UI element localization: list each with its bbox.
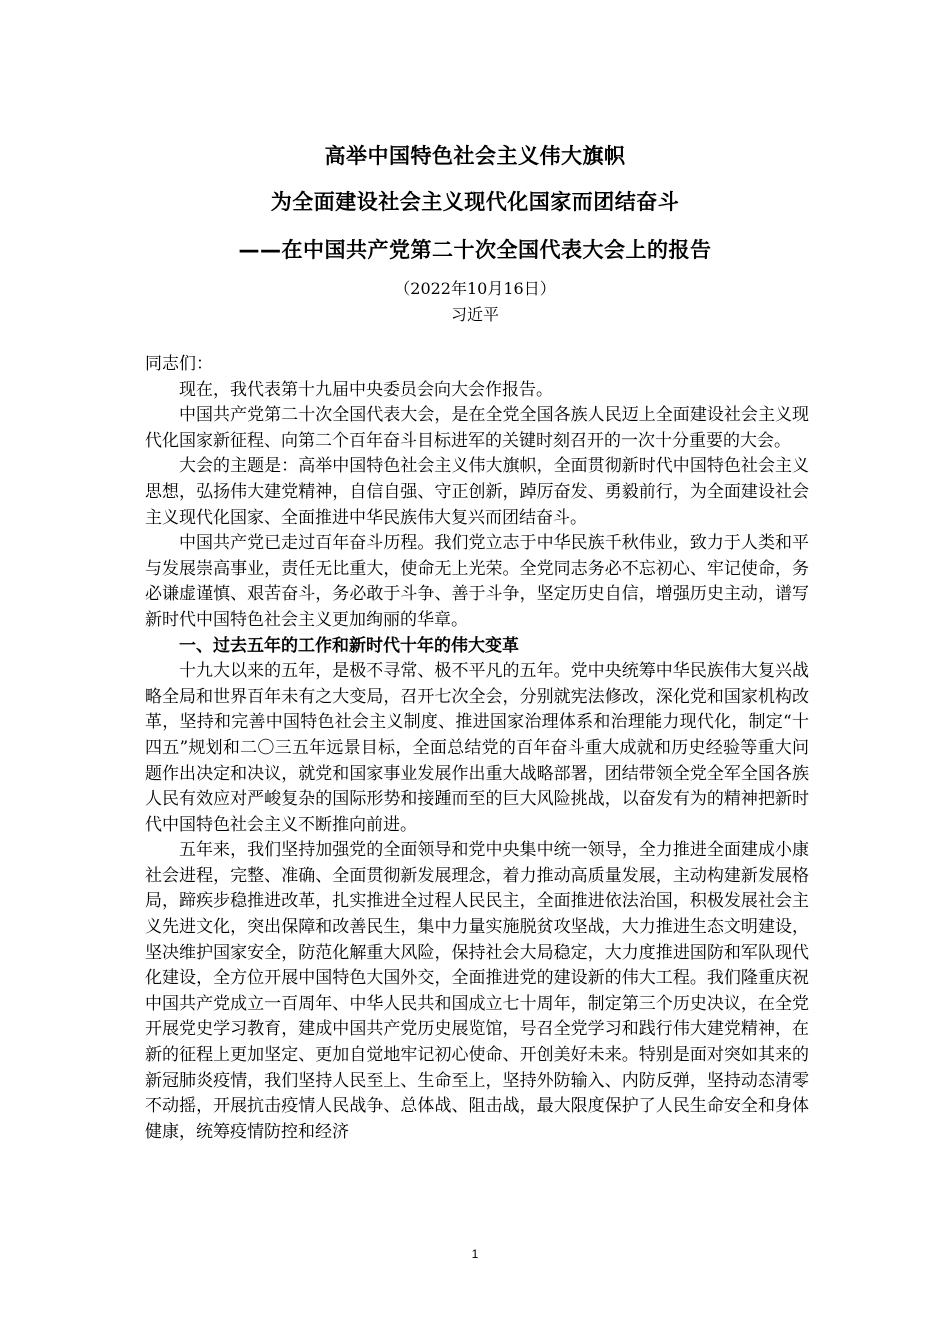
document-title-line-2: 为全面建设社会主义现代化国家而团结奋斗: [270, 190, 680, 214]
paragraph: 五年来，我们坚持加强党的全面领导和党中央集中统一领导，全力推进全面建成小康社会进程，完整、准确、全面贯彻新发展理念，着力推动高质量发展，主动构建新发展格局，蹄疾步稳推进改革，扎实推进全过程人民民主，全面推进依法治国，积极发展社会主义先进文化，突出保障和改善民生，集中力量实施脱贫攻坚战，大力推进生态文明建设，坚决维护国家安全，防范化解重大风险，保持社会大局稳定，大力度推进国防和军队现代化建设，全方位开展中国特色大国外交，全面推进党的建设新的伟大工程。我们隆重庆祝中国共产党成立一百周年、中华人民共和国成立七十周年，制定第三个历史决议，在全党开展党史学习教育，建成中国共产党历史展览馆，号召全党学习和践行伟大建党精神，在新的征程上更加坚定、更加自觉地牢记初心使命、开创美好未来。特别是面对突如其来的新冠肺炎疫情，我们坚持人民至上、生命至上，坚持外防输入、内防反弹，坚持动态清零不动摇，开展抗击疫情人民战争、总体战、阻击战，最大限度保护了人民生命安全和身体健康，统筹疫情防控和经济: [145, 840, 809, 1142]
document-author: 习近平: [450, 305, 499, 324]
document-title-line-1: 高举中国特色社会主义伟大旗帜: [324, 144, 626, 168]
page-number: 1: [471, 1247, 479, 1261]
paragraph: 大会的主题是：高举中国特色社会主义伟大旗帜，全面贯彻新时代中国特色社会主义思想，弘扬伟大建党精神，自信自强、守正创新，踔厉奋发、勇毅前行，为全面建设社会主义现代化国家、全面推进中华民族伟大复兴而团结奋斗。: [145, 456, 809, 528]
document-date: （2022年10月16日）: [394, 279, 556, 298]
salutation: 同志们：: [145, 354, 213, 374]
paragraph: 中国共产党第二十次全国代表大会，是在全党全国各族人民迈上全面建设社会主义现代化国家新征程、向第二个百年奋斗目标进军的关键时刻召开的一次十分重要的大会。: [145, 405, 809, 451]
document-subtitle: ——在中国共产党第二十次全国代表大会上的报告: [238, 238, 712, 262]
section-heading: 一、过去五年的工作和新时代十年的伟大变革: [179, 635, 519, 656]
paragraph: 现在，我代表第十九届中央委员会向大会作报告。: [179, 379, 553, 400]
paragraph: 十九大以来的五年，是极不寻常、极不平凡的五年。党中央统筹中华民族伟大复兴战略全局和世界百年未有之大变局，召开七次全会，分别就宪法修改，深化党和国家机构改革，坚持和完善中国特色社会主义制度、推进国家治理体系和治理能力现代化，制定“十四五”规划和二〇三五年远景目标，全面总结党的百年奋斗重大成就和历史经验等重大问题作出决定和决议，就党和国家事业发展作出重大战略部署，团结带领全党全军全国各族人民有效应对严峻复杂的国际形势和接踵而至的巨大风险挑战，以奋发有为的精神把新时代中国特色社会主义不断推向前进。: [145, 661, 809, 835]
document-body: [145, 352, 809, 1145]
paragraph: 中国共产党已走过百年奋斗历程。我们党立志于中华民族千秋伟业，致力于人类和平与发展崇高事业，责任无比重大，使命无上光荣。全党同志务必不忘初心、牢记使命，务必谦虚谨慎、艰苦奋斗，务必敢于斗争、善于斗争，坚定历史自信，增强历史主动，谱写新时代中国特色社会主义更加绚丽的华章。: [145, 533, 809, 630]
